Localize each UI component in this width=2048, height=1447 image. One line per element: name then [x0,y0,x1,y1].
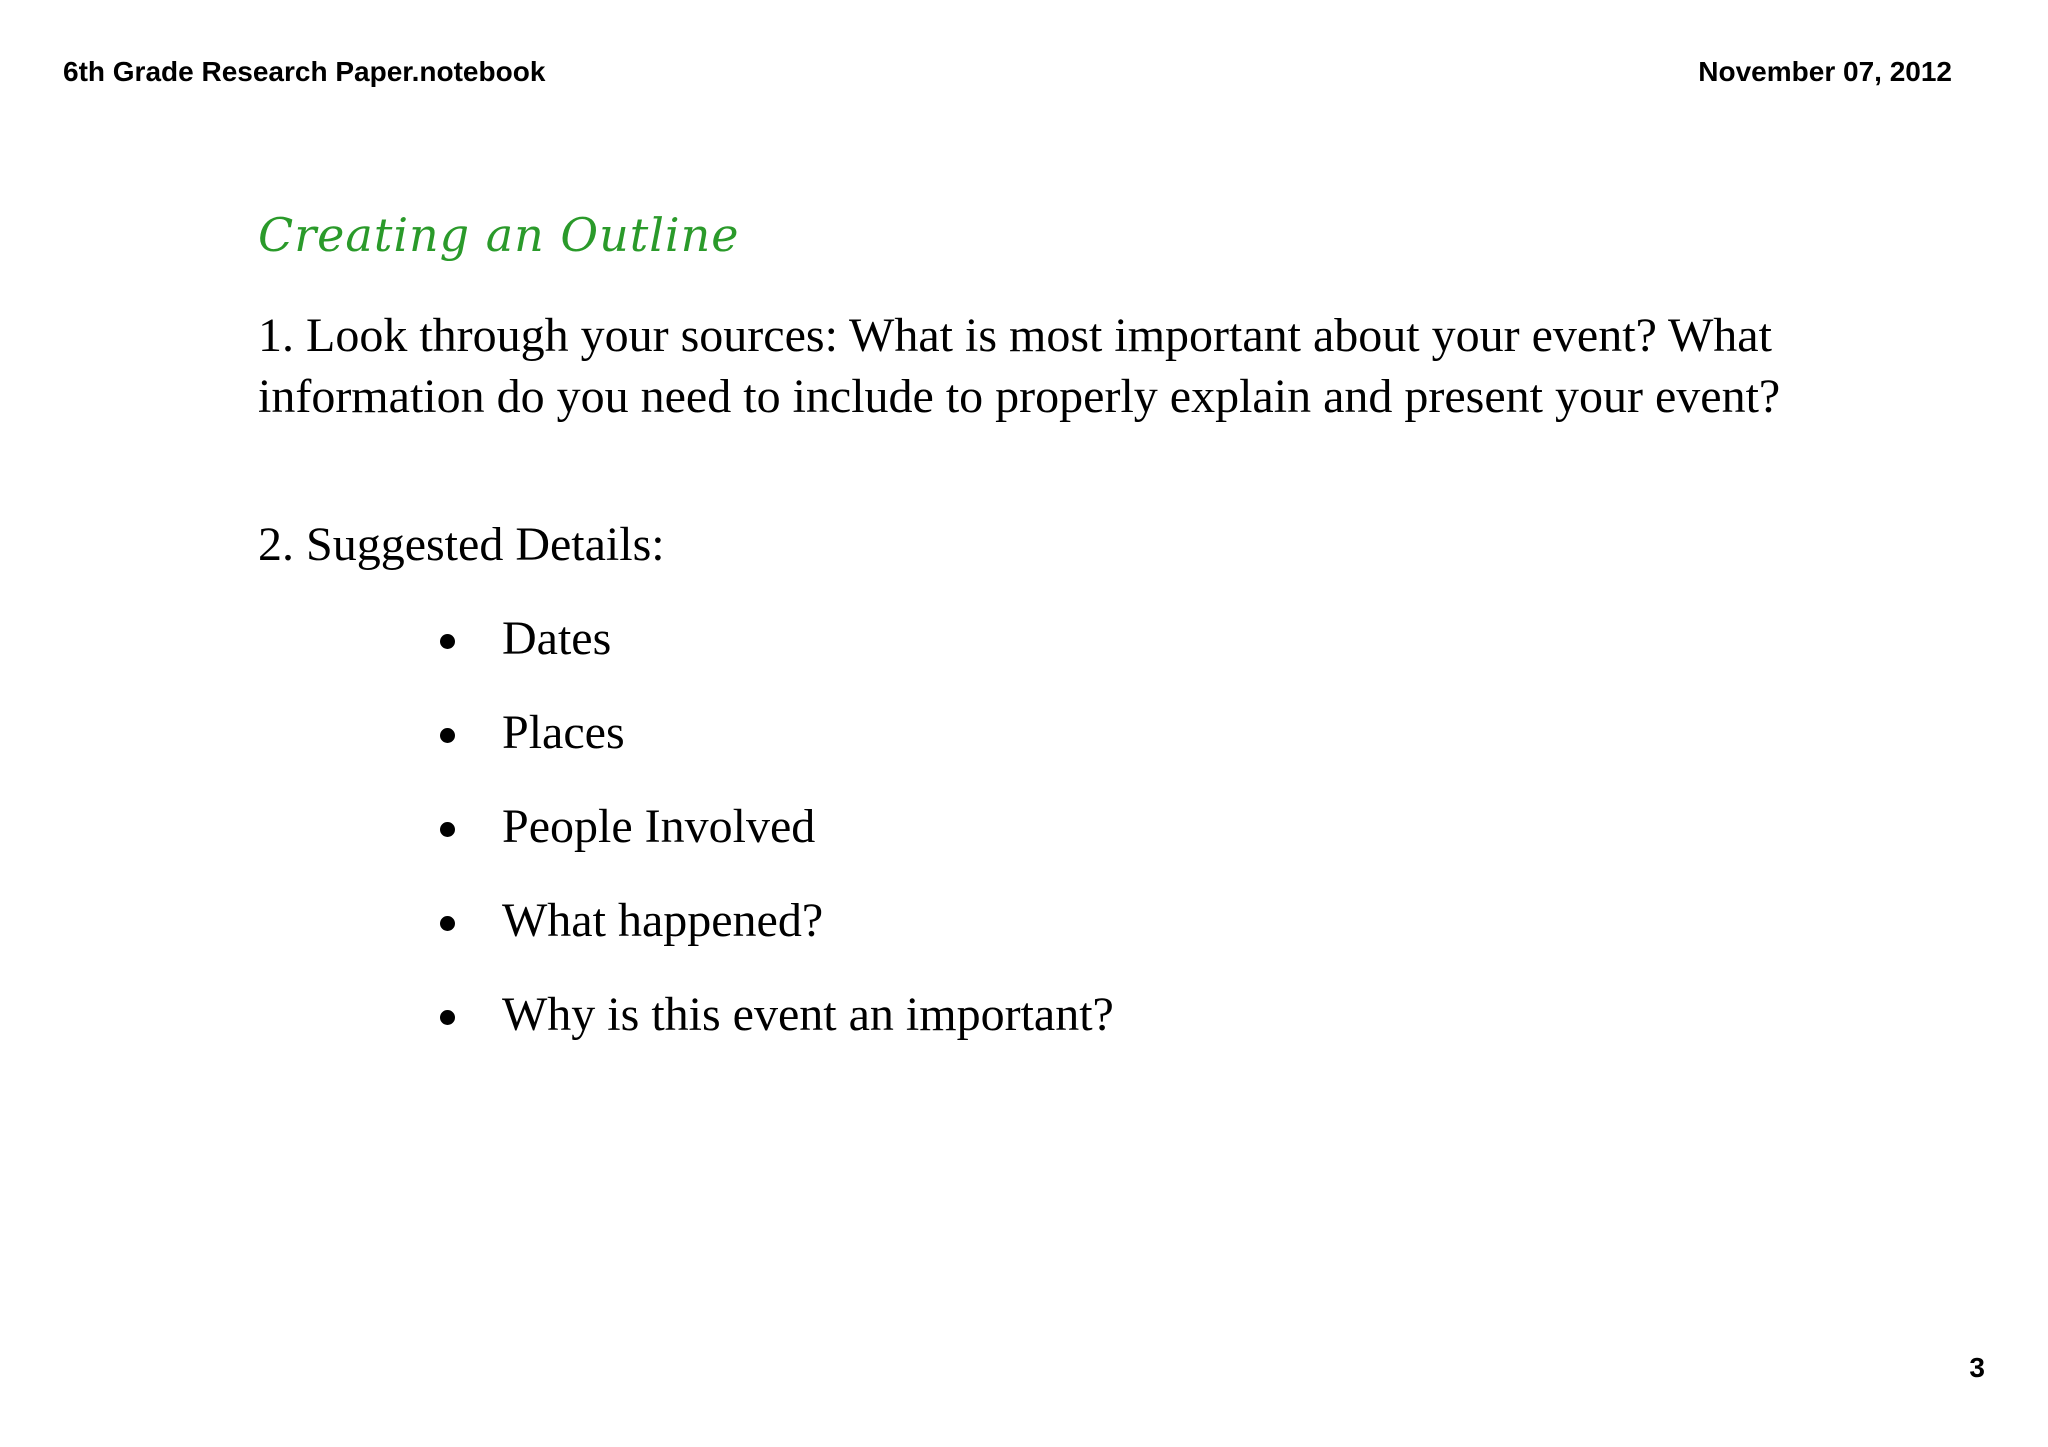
detail-label: What happened? [502,894,824,947]
bullet-icon [440,1010,455,1025]
notebook-name: 6th Grade Research Paper.notebook [63,56,546,87]
slide-title: Creating an Outline [258,208,740,262]
page-date: November 07, 2012 [1698,56,1952,87]
bullet-icon [440,822,455,837]
detail-label: People Involved [502,800,816,853]
step-2-text: 2. Suggested Details: [258,518,665,571]
bullet-icon [440,634,455,649]
page-number: 3 [1969,1352,1985,1383]
bullet-icon [440,916,455,931]
detail-label: Why is this event an important? [502,988,1114,1041]
bullet-icon [440,728,455,743]
detail-label: Places [502,706,625,759]
detail-label: Dates [502,612,612,665]
step-1-text: 1. Look through your sources: What is most important about your event? What information do you need to include to properly explain and present your event? [258,309,1781,423]
